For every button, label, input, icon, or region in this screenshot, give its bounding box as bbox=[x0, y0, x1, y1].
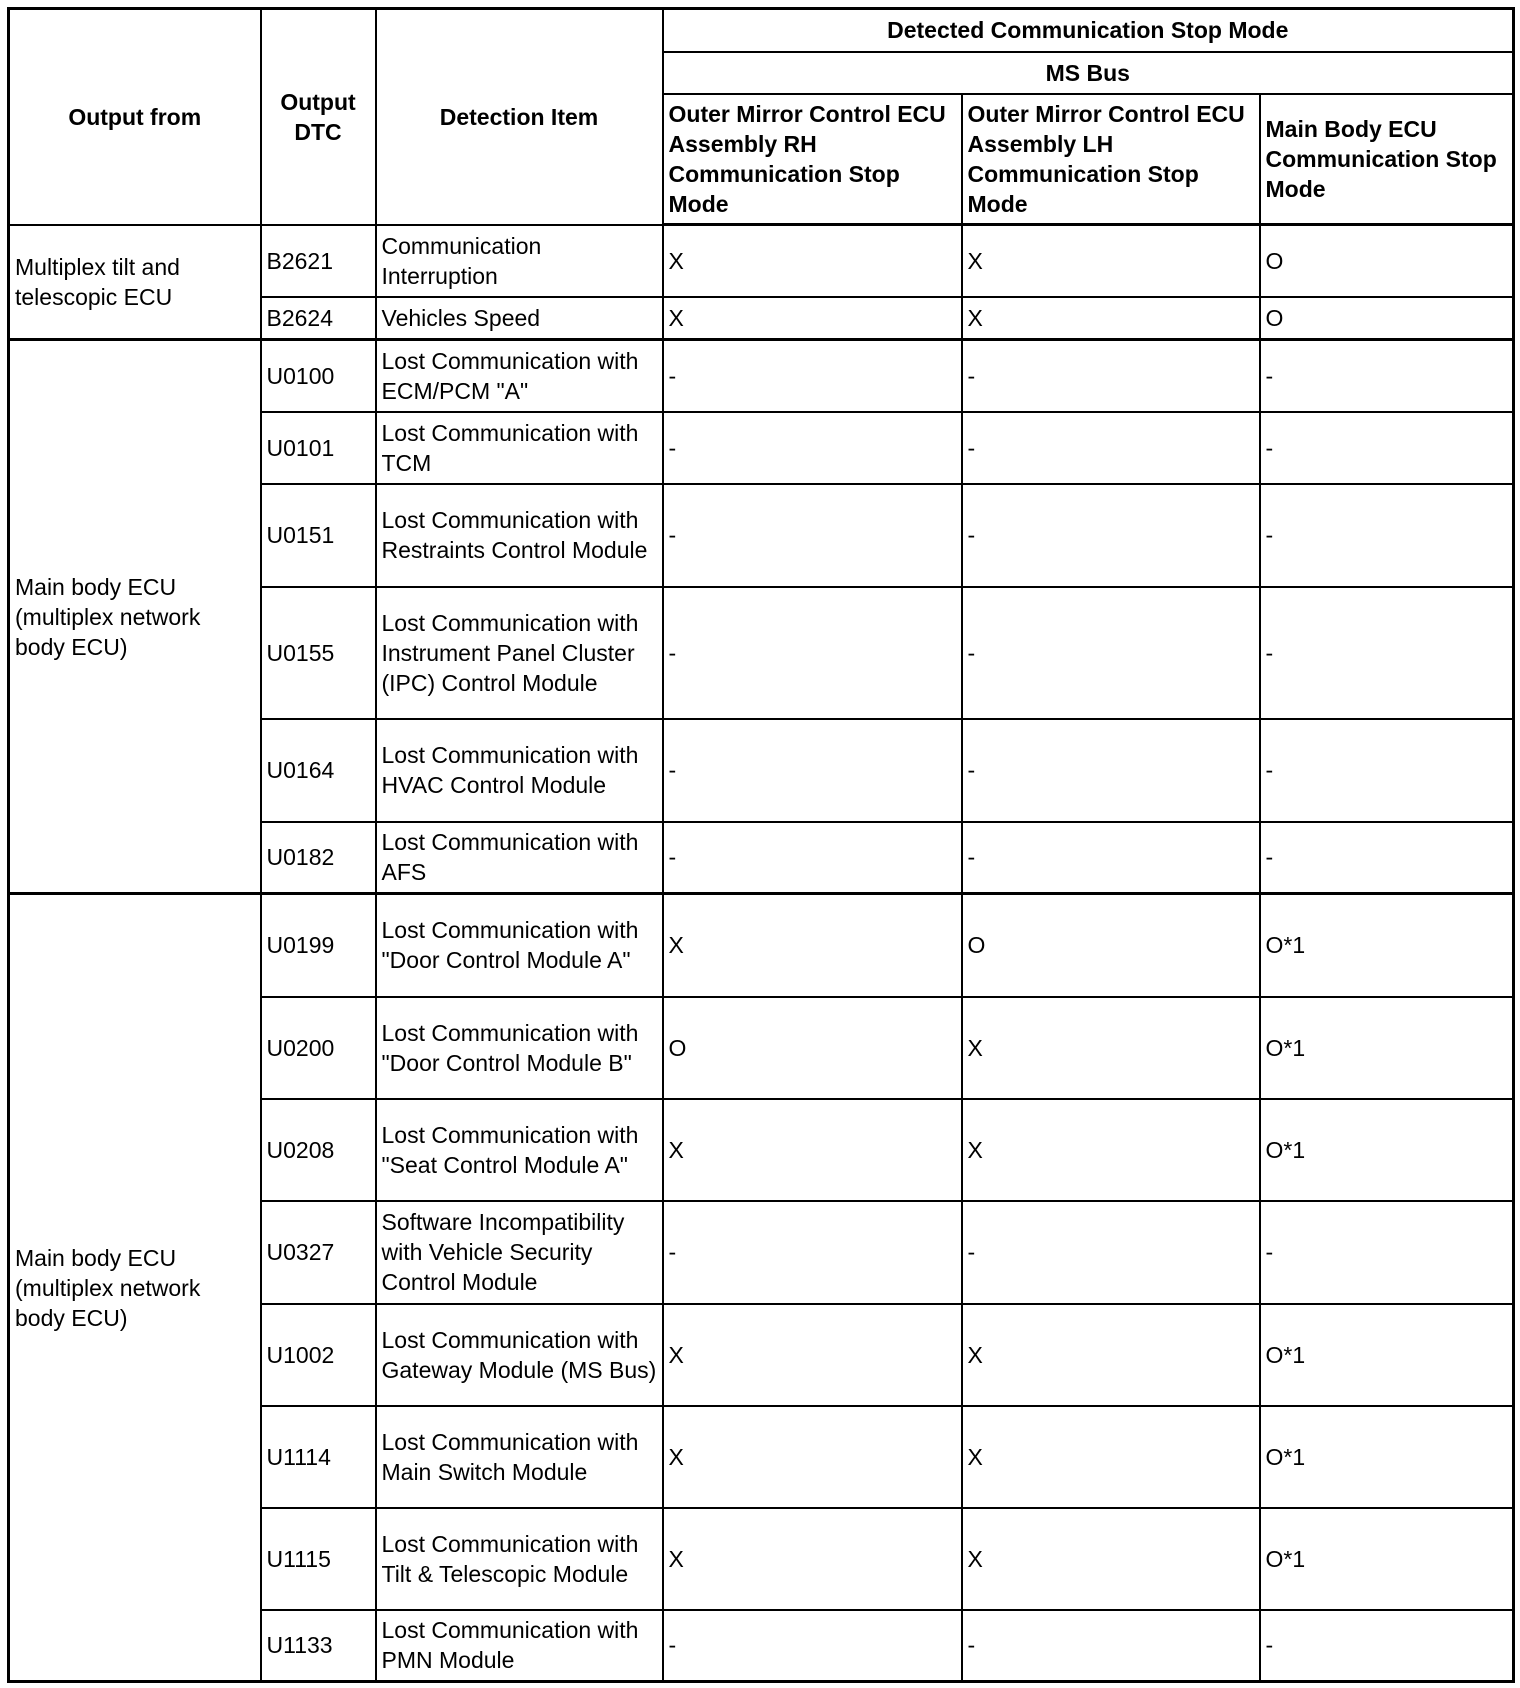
dtc-cell: U1133 bbox=[261, 1610, 376, 1682]
dtc-cell: U0100 bbox=[261, 340, 376, 412]
lh-mode-cell: - bbox=[962, 1610, 1260, 1682]
output-from-cell: Main body ECU (multiplex network body ECU) bbox=[9, 894, 261, 1682]
lh-mode-cell: X bbox=[962, 1304, 1260, 1406]
main-body-mode-cell: O*1 bbox=[1260, 1304, 1514, 1406]
main-body-mode-cell: O bbox=[1260, 297, 1514, 340]
main-body-mode-cell: - bbox=[1260, 340, 1514, 412]
dtc-cell: U0164 bbox=[261, 719, 376, 822]
rh-mode-cell: - bbox=[663, 484, 962, 587]
main-body-mode-cell: - bbox=[1260, 719, 1514, 822]
header-detection-item: Detection Item bbox=[376, 9, 663, 225]
detection-item-cell: Lost Communication with Restraints Control Module bbox=[376, 484, 663, 587]
dtc-communication-stop-table bbox=[7, 7, 1515, 1683]
detection-item-cell: Lost Communication with AFS bbox=[376, 822, 663, 894]
lh-mode-cell: - bbox=[962, 587, 1260, 719]
main-body-mode-cell: O*1 bbox=[1260, 1099, 1514, 1201]
detection-item-cell: Lost Communication with ECM/PCM "A" bbox=[376, 340, 663, 412]
detection-item-cell: Communication Interruption bbox=[376, 225, 663, 297]
dtc-cell: U0151 bbox=[261, 484, 376, 587]
rh-mode-cell: X bbox=[663, 225, 962, 297]
main-body-mode-cell: O*1 bbox=[1260, 1508, 1514, 1610]
dtc-cell: U0155 bbox=[261, 587, 376, 719]
main-body-mode-cell: - bbox=[1260, 412, 1514, 484]
rh-mode-cell: X bbox=[663, 1304, 962, 1406]
header-lh-mode: Outer Mirror Control ECU Assembly LH Communication Stop Mode bbox=[962, 94, 1260, 225]
lh-mode-cell: X bbox=[962, 225, 1260, 297]
main-body-mode-cell: - bbox=[1260, 587, 1514, 719]
rh-mode-cell: - bbox=[663, 412, 962, 484]
dtc-cell: U0199 bbox=[261, 894, 376, 997]
main-body-mode-cell: - bbox=[1260, 1201, 1514, 1304]
lh-mode-cell: X bbox=[962, 1406, 1260, 1508]
header-output-from: Output from bbox=[9, 9, 261, 225]
main-body-mode-cell: O bbox=[1260, 225, 1514, 297]
table-row bbox=[9, 225, 1514, 297]
detection-item-cell: Lost Communication with "Door Control Module A" bbox=[376, 894, 663, 997]
detection-item-cell: Lost Communication with HVAC Control Module bbox=[376, 719, 663, 822]
lh-mode-cell: X bbox=[962, 297, 1260, 340]
rh-mode-cell: - bbox=[663, 822, 962, 894]
header-main-body-mode: Main Body ECU Communication Stop Mode bbox=[1260, 94, 1514, 225]
lh-mode-cell: - bbox=[962, 412, 1260, 484]
dtc-cell: U0200 bbox=[261, 997, 376, 1099]
detection-item-cell: Lost Communication with Tilt & Telescopic Module bbox=[376, 1508, 663, 1610]
lh-mode-cell: X bbox=[962, 1508, 1260, 1610]
rh-mode-cell: O bbox=[663, 997, 962, 1099]
detection-item-cell: Lost Communication with "Door Control Module B" bbox=[376, 997, 663, 1099]
lh-mode-cell: - bbox=[962, 340, 1260, 412]
main-body-mode-cell: - bbox=[1260, 822, 1514, 894]
detection-item-cell: Lost Communication with Instrument Panel Cluster (IPC) Control Module bbox=[376, 587, 663, 719]
lh-mode-cell: - bbox=[962, 719, 1260, 822]
detection-item-cell: Lost Communication with Main Switch Module bbox=[376, 1406, 663, 1508]
detection-item-cell: Lost Communication with Gateway Module (MS Bus) bbox=[376, 1304, 663, 1406]
table-row bbox=[9, 340, 1514, 412]
header-output-dtc: Output DTC bbox=[261, 9, 376, 225]
detection-item-cell: Vehicles Speed bbox=[376, 297, 663, 340]
main-body-mode-cell: O*1 bbox=[1260, 997, 1514, 1099]
lh-mode-cell: - bbox=[962, 1201, 1260, 1304]
output-from-cell: Multiplex tilt and telescopic ECU bbox=[9, 225, 261, 340]
lh-mode-cell: X bbox=[962, 1099, 1260, 1201]
dtc-cell: U1002 bbox=[261, 1304, 376, 1406]
rh-mode-cell: X bbox=[663, 894, 962, 997]
rh-mode-cell: X bbox=[663, 1508, 962, 1610]
dtc-cell: U0327 bbox=[261, 1201, 376, 1304]
lh-mode-cell: - bbox=[962, 822, 1260, 894]
detection-item-cell: Software Incompatibility with Vehicle Security Control Module bbox=[376, 1201, 663, 1304]
lh-mode-cell: X bbox=[962, 997, 1260, 1099]
rh-mode-cell: X bbox=[663, 1406, 962, 1508]
header-detected-mode: Detected Communication Stop Mode bbox=[663, 9, 1514, 52]
header-ms-bus: MS Bus bbox=[663, 52, 1514, 94]
lh-mode-cell: O bbox=[962, 894, 1260, 997]
output-from-cell: Main body ECU (multiplex network body ECU) bbox=[9, 340, 261, 894]
rh-mode-cell: - bbox=[663, 1201, 962, 1304]
header-rh-mode: Outer Mirror Control ECU Assembly RH Communication Stop Mode bbox=[663, 94, 962, 225]
dtc-cell: U1114 bbox=[261, 1406, 376, 1508]
dtc-cell: B2621 bbox=[261, 225, 376, 297]
main-body-mode-cell: O*1 bbox=[1260, 894, 1514, 997]
dtc-cell: U0101 bbox=[261, 412, 376, 484]
rh-mode-cell: X bbox=[663, 1099, 962, 1201]
dtc-cell: U1115 bbox=[261, 1508, 376, 1610]
rh-mode-cell: X bbox=[663, 297, 962, 340]
table-row bbox=[9, 894, 1514, 997]
detection-item-cell: Lost Communication with PMN Module bbox=[376, 1610, 663, 1682]
main-body-mode-cell: - bbox=[1260, 1610, 1514, 1682]
detection-item-cell: Lost Communication with TCM bbox=[376, 412, 663, 484]
lh-mode-cell: - bbox=[962, 484, 1260, 587]
detection-item-cell: Lost Communication with "Seat Control Module A" bbox=[376, 1099, 663, 1201]
rh-mode-cell: - bbox=[663, 587, 962, 719]
rh-mode-cell: - bbox=[663, 719, 962, 822]
main-body-mode-cell: - bbox=[1260, 484, 1514, 587]
rh-mode-cell: - bbox=[663, 1610, 962, 1682]
table-body bbox=[9, 225, 1514, 1682]
dtc-cell: U0182 bbox=[261, 822, 376, 894]
main-body-mode-cell: O*1 bbox=[1260, 1406, 1514, 1508]
dtc-cell: B2624 bbox=[261, 297, 376, 340]
dtc-cell: U0208 bbox=[261, 1099, 376, 1201]
rh-mode-cell: - bbox=[663, 340, 962, 412]
